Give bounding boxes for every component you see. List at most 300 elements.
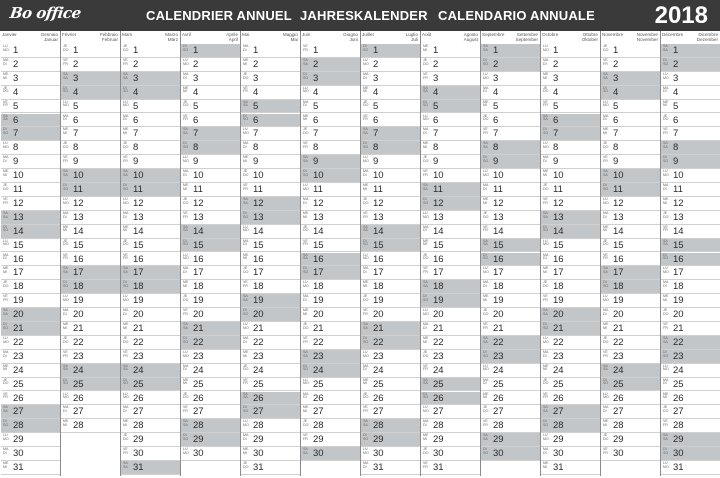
day-number: 9 [253, 156, 259, 168]
day-number: 9 [133, 156, 139, 168]
weekday-label: JE DO [543, 183, 549, 191]
weekday-label: VE FR [303, 433, 308, 441]
day-number: 21 [193, 323, 204, 334]
weekday-label: VE FR [663, 127, 668, 136]
day-cell [61, 294, 120, 308]
day-cell [1, 280, 60, 294]
weekday-label: ME MI [363, 183, 369, 191]
weekday-label: VE FR [63, 57, 68, 66]
day-number: 29 [613, 434, 624, 446]
day-cell [1, 266, 60, 280]
day-cell [301, 308, 360, 322]
weekday-label: MA DI [603, 210, 609, 219]
weekday-label: JE DO [243, 363, 249, 372]
day-number: 17 [433, 267, 444, 279]
day-cell [661, 86, 720, 100]
day-cell [1, 461, 60, 475]
day-cell [1, 350, 60, 364]
day-cell [1, 392, 60, 406]
day-number: 2 [493, 58, 499, 70]
day-number: 6 [73, 114, 79, 126]
day-number: 13 [433, 211, 444, 223]
day-number: 29 [13, 434, 24, 446]
day-number: 1 [373, 45, 379, 56]
weekday-label: ME MI [243, 349, 249, 358]
weekday-label: VE FR [483, 224, 488, 233]
weekday-label: JE DO [303, 127, 309, 136]
weekday-label: ME MI [183, 183, 189, 191]
day-cell [121, 405, 180, 419]
weekday-label: SA SA [243, 391, 248, 400]
weekday-label: DI SO [423, 196, 429, 205]
day-cell [541, 350, 600, 364]
day-cell [181, 433, 240, 447]
day-cell [541, 127, 600, 141]
day-number: 27 [613, 406, 624, 418]
day-cell [661, 100, 720, 114]
weekday-label: VE FR [123, 57, 128, 66]
weekday-label: VE FR [423, 363, 428, 372]
day-number: 7 [193, 128, 199, 140]
day-cell [361, 155, 420, 169]
day-cell [421, 378, 480, 392]
day-number: 15 [373, 239, 384, 251]
weekday-label: MA DI [483, 183, 489, 191]
day-number: 27 [193, 406, 204, 418]
day-number: 26 [373, 392, 384, 404]
day-cell [181, 308, 240, 322]
day-cell [601, 364, 660, 378]
day-number: 19 [253, 295, 264, 307]
day-cell [421, 322, 480, 336]
day-number: 12 [73, 197, 84, 209]
day-number: 8 [133, 142, 139, 154]
day-cell [1, 197, 60, 211]
weekday-label: LU MO [663, 461, 669, 469]
weekday-label: DI SO [423, 294, 429, 302]
day-number: 12 [613, 197, 624, 209]
day-cell [61, 392, 120, 406]
weekday-label: MA DI [3, 57, 9, 66]
day-number: 1 [553, 45, 559, 56]
month-header-6 [300, 31, 360, 44]
weekday-label: ME MI [543, 363, 549, 372]
weekday-label: ME MI [603, 322, 609, 330]
day-number: 24 [553, 364, 564, 376]
day-cell [1, 58, 60, 72]
day-cell [361, 114, 420, 128]
weekday-label: JE DO [423, 447, 429, 455]
weekday-label: SA SA [663, 141, 668, 150]
day-cell [481, 419, 540, 433]
day-cell [421, 58, 480, 72]
day-number: 5 [133, 100, 139, 112]
day-cell [1, 114, 60, 128]
weekday-label: LU MO [63, 294, 69, 302]
day-cell [301, 155, 360, 169]
month-name-de: Januar [43, 37, 58, 42]
weekday-label: SA SA [483, 141, 488, 150]
month-header-2 [60, 31, 120, 44]
month-name-it: Settembre [516, 32, 538, 37]
day-cell [541, 239, 600, 253]
day-number: 26 [493, 392, 504, 404]
day-cell [541, 72, 600, 86]
weekday-label: DI SO [183, 44, 189, 52]
weekday-label: DI SO [543, 224, 549, 233]
day-number: 29 [253, 434, 264, 446]
day-cell [241, 350, 300, 364]
day-cell [181, 322, 240, 336]
day-cell [541, 58, 600, 72]
day-number: 30 [433, 448, 444, 460]
weekday-label: SA SA [3, 308, 8, 316]
day-number: 9 [673, 156, 679, 168]
day-number: 19 [553, 295, 564, 307]
weekday-label: LU MO [303, 183, 309, 191]
day-cell [661, 211, 720, 225]
weekday-label: DI SO [483, 349, 489, 358]
day-number: 8 [73, 142, 79, 154]
weekday-label: JE DO [303, 322, 309, 330]
weekday-label: LU MO [423, 210, 429, 219]
day-number: 19 [493, 295, 504, 307]
day-cell [481, 197, 540, 211]
day-number: 30 [133, 448, 144, 460]
day-cell [601, 433, 660, 447]
day-cell [421, 308, 480, 322]
day-cell [661, 433, 720, 447]
day-cell [361, 211, 420, 225]
day-cell [1, 127, 60, 141]
weekday-label: VE FR [543, 99, 548, 108]
weekday-label: JE DO [663, 210, 669, 219]
weekday-label: MA DI [183, 266, 189, 275]
day-cell [601, 114, 660, 128]
month-name-it: Ottobre [582, 32, 598, 37]
weekday-label: LU MO [423, 113, 429, 122]
title-french: CALENDRIER ANNUEL [146, 8, 292, 23]
day-cell [181, 378, 240, 392]
day-cell [421, 350, 480, 364]
day-number: 4 [373, 86, 379, 98]
day-number: 16 [133, 253, 144, 265]
weekday-label: ME MI [603, 127, 609, 136]
month-name-fr: Octobre [542, 32, 559, 37]
day-cell [181, 419, 240, 433]
day-number: 21 [373, 323, 384, 334]
weekday-label: DI SO [363, 238, 369, 247]
day-number: 10 [673, 170, 684, 182]
day-cell [361, 280, 420, 294]
day-number: 11 [253, 184, 263, 195]
weekday-label: SA SA [603, 363, 608, 372]
day-cell [241, 322, 300, 336]
weekday-label: ME MI [123, 322, 129, 330]
day-number: 2 [433, 58, 439, 70]
day-cell [601, 350, 660, 364]
calendar-grid [0, 31, 720, 476]
day-number: 12 [13, 197, 24, 209]
day-number: 13 [313, 211, 324, 223]
day-number: 21 [613, 323, 624, 334]
day-cell [1, 336, 60, 350]
weekday-label: LU MO [183, 349, 189, 358]
day-number: 15 [73, 239, 84, 251]
weekday-label: DI SO [243, 210, 249, 219]
day-cell [181, 155, 240, 169]
weekday-label: SA SA [423, 85, 428, 94]
day-cell [661, 461, 720, 475]
day-number: 22 [553, 336, 564, 348]
day-cell [661, 336, 720, 350]
weekday-label: LU MO [3, 44, 9, 52]
weekday-label: JE DO [243, 169, 249, 177]
day-number: 27 [313, 406, 324, 418]
day-cell [421, 127, 480, 141]
day-cell [601, 239, 660, 253]
weekday-label: MA DI [543, 57, 549, 66]
day-cell [241, 294, 300, 308]
day-number: 26 [13, 392, 24, 404]
weekday-label: DI SO [183, 335, 189, 344]
day-number: 4 [193, 86, 199, 98]
weekday-label: LU MO [423, 308, 429, 316]
weekday-label: DI SO [663, 349, 669, 358]
day-cell [61, 253, 120, 267]
day-cell [361, 350, 420, 364]
day-number: 21 [133, 323, 144, 334]
weekday-label: VE FR [363, 405, 368, 414]
day-number: 27 [73, 406, 84, 418]
weekday-label: JE DO [363, 294, 369, 302]
weekday-label: VE FR [183, 210, 188, 219]
day-cell [661, 239, 720, 253]
weekday-label: SA SA [183, 322, 188, 330]
day-cell [61, 378, 120, 392]
weekday-label: ME MI [183, 85, 189, 94]
day-number: 6 [373, 114, 379, 126]
day-cell [601, 280, 660, 294]
day-number: 28 [313, 420, 324, 432]
day-cell [541, 364, 600, 378]
day-cell [121, 392, 180, 406]
day-number: 20 [13, 309, 24, 321]
weekday-label: JE DO [483, 210, 489, 219]
day-cell [301, 322, 360, 336]
month-header-10 [540, 31, 600, 44]
day-number: 27 [673, 406, 684, 418]
day-number: 16 [313, 253, 324, 265]
day-number: 4 [673, 86, 679, 98]
weekday-label: JE DO [423, 252, 429, 261]
day-number: 13 [193, 211, 204, 223]
day-number: 22 [373, 336, 384, 348]
weekday-label: JE DO [603, 44, 609, 52]
day-number: 31 [553, 462, 564, 473]
day-number: 31 [433, 462, 444, 473]
weekday-label: VE FR [483, 127, 488, 136]
day-cell [121, 58, 180, 72]
day-number: 10 [613, 170, 624, 182]
day-number: 6 [493, 114, 499, 126]
day-number: 1 [673, 45, 679, 56]
month-name-de: September [515, 37, 538, 42]
weekday-label: SA SA [123, 169, 128, 177]
weekday-label: VE FR [423, 169, 428, 177]
weekday-label: MA DI [3, 155, 9, 163]
day-number: 11 [193, 184, 203, 195]
day-number: 29 [493, 434, 504, 446]
weekday-label: JE DO [483, 308, 489, 316]
day-number: 9 [433, 156, 439, 168]
weekday-label: JE DO [363, 391, 369, 400]
day-number: 9 [493, 156, 499, 168]
day-number: 24 [13, 364, 24, 376]
day-cell [61, 127, 120, 141]
day-number: 19 [313, 295, 324, 307]
day-cell [541, 44, 600, 58]
day-number: 9 [73, 156, 79, 168]
day-cell [481, 183, 540, 197]
weekday-label: JE DO [183, 391, 189, 400]
day-cell [361, 100, 420, 114]
day-number: 19 [13, 295, 24, 307]
weekday-label: VE FR [123, 447, 128, 455]
weekday-label: MA DI [543, 349, 549, 358]
weekday-label: LU MO [303, 85, 309, 94]
day-cell [181, 100, 240, 114]
day-cell [541, 141, 600, 155]
day-cell [121, 211, 180, 225]
day-cell [301, 100, 360, 114]
weekday-label: ME MI [603, 419, 609, 428]
day-number: 23 [613, 350, 624, 362]
day-number: 21 [673, 323, 684, 334]
weekday-label: JE DO [243, 461, 249, 469]
weekday-label: MA DI [3, 252, 9, 261]
weekday-label: JE DO [243, 71, 249, 80]
day-number: 13 [673, 211, 684, 223]
day-number: 15 [553, 239, 564, 251]
day-number: 3 [133, 72, 139, 84]
weekday-label: JE DO [303, 419, 309, 428]
day-number: 13 [13, 211, 24, 223]
weekday-label: JE DO [543, 377, 549, 386]
day-number: 24 [313, 364, 324, 376]
brand-logo: Bo office [8, 4, 82, 22]
day-number: 3 [253, 72, 259, 84]
day-cell [661, 350, 720, 364]
day-number: 15 [313, 239, 324, 251]
day-number: 5 [73, 100, 79, 112]
day-number: 26 [613, 392, 624, 404]
day-number: 7 [13, 128, 19, 140]
day-number: 6 [133, 114, 139, 126]
day-cell [421, 197, 480, 211]
day-cell [181, 141, 240, 155]
day-cell [61, 322, 120, 336]
day-cell [541, 461, 600, 475]
weekday-label: VE FR [303, 44, 308, 52]
day-cell [361, 225, 420, 239]
weekday-label: ME MI [3, 71, 9, 80]
weekday-label: JE DO [3, 85, 9, 94]
weekday-label: JE DO [663, 405, 669, 414]
weekday-label: ME MI [123, 127, 129, 136]
weekday-label: JE DO [663, 308, 669, 316]
day-cell [1, 253, 60, 267]
weekday-label: ME MI [423, 238, 429, 247]
day-cell [1, 155, 60, 169]
month-name-de: Juni [349, 37, 358, 42]
weekday-label: LU MO [123, 196, 129, 205]
weekday-label: SA SA [63, 71, 68, 80]
day-number: 1 [253, 45, 259, 56]
day-number: 6 [253, 114, 259, 126]
weekday-label: LU MO [243, 127, 249, 136]
day-number: 1 [13, 45, 19, 56]
day-number: 15 [613, 239, 624, 251]
weekday-label: ME MI [423, 44, 429, 52]
day-number: 29 [193, 434, 204, 446]
day-number: 3 [73, 72, 79, 84]
day-cell [481, 308, 540, 322]
day-number: 4 [613, 86, 619, 98]
day-cell [481, 322, 540, 336]
month-header-3 [120, 31, 180, 44]
weekday-label: LU MO [303, 280, 309, 289]
weekday-label: MA DI [123, 210, 129, 219]
day-number: 25 [13, 378, 24, 390]
day-number: 19 [193, 295, 204, 307]
day-number: 28 [193, 420, 204, 432]
day-cell [361, 461, 420, 475]
day-cell [181, 364, 240, 378]
day-number: 6 [193, 114, 199, 126]
weekday-label: LU MO [483, 71, 489, 80]
day-number: 7 [553, 128, 559, 140]
weekday-label: LU MO [543, 141, 549, 150]
day-number: 26 [133, 392, 144, 404]
month-header-8 [420, 31, 480, 44]
weekday-label: VE FR [123, 349, 128, 358]
weekday-label: ME MI [303, 308, 309, 316]
day-number: 8 [253, 142, 259, 154]
day-number: 22 [613, 336, 624, 348]
weekday-label: MA DI [303, 294, 309, 302]
day-cell [421, 253, 480, 267]
day-cell [481, 141, 540, 155]
day-number: 28 [613, 420, 624, 432]
day-cell [601, 294, 660, 308]
month-name-it: Febbraio [99, 32, 118, 37]
day-cell [241, 155, 300, 169]
day-number: 11 [613, 184, 623, 195]
weekday-label: JE DO [483, 113, 489, 122]
day-number: 23 [493, 350, 504, 362]
day-cell [121, 294, 180, 308]
weekday-label: DI SO [423, 99, 429, 108]
day-number: 6 [673, 114, 679, 126]
weekday-label: SA SA [303, 57, 308, 66]
weekday-label: VE FR [483, 419, 488, 428]
day-cell [121, 44, 180, 58]
day-number: 2 [133, 58, 139, 70]
day-cell [301, 378, 360, 392]
weekday-label: SA SA [3, 210, 8, 219]
day-cell [61, 239, 120, 253]
